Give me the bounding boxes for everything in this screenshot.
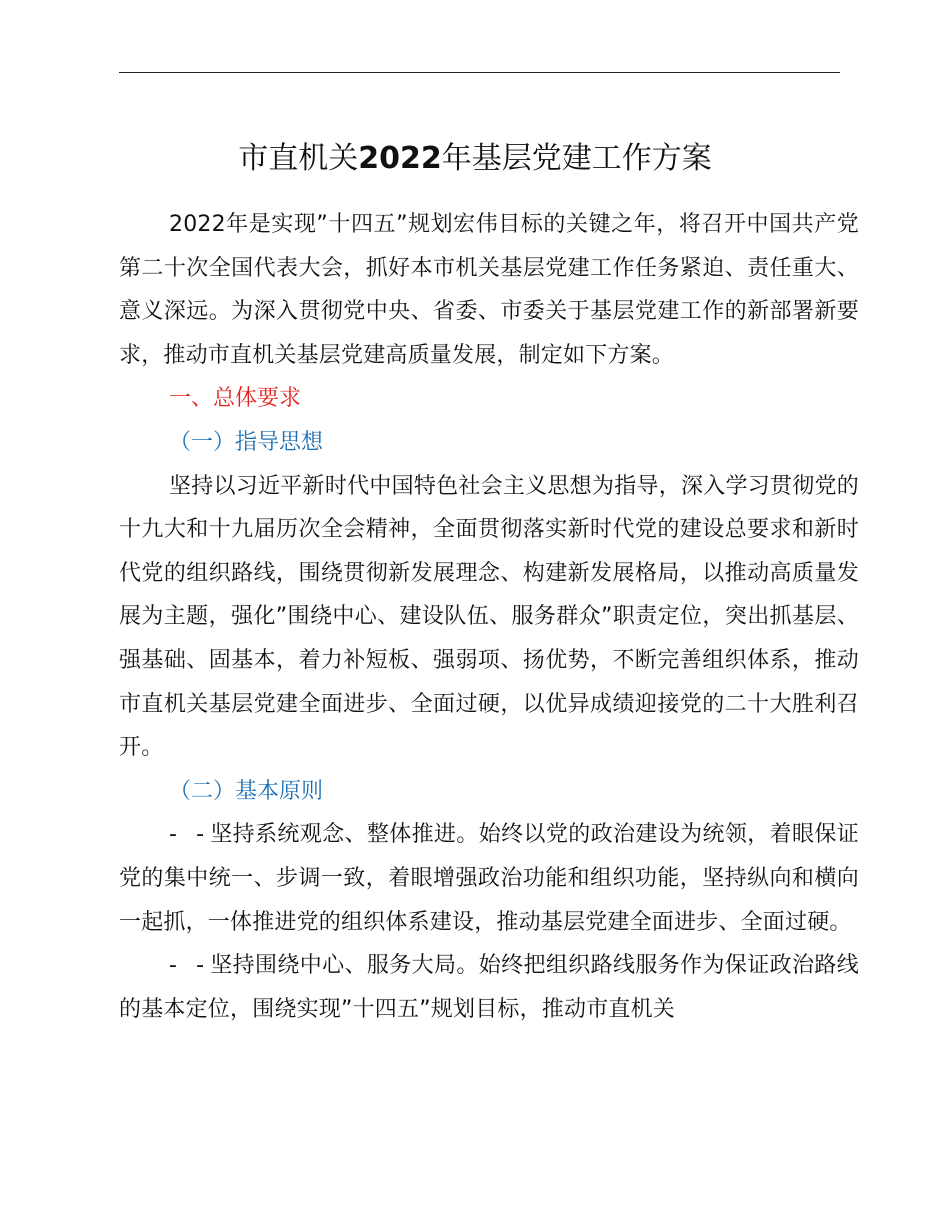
title-year: 2022	[358, 141, 442, 176]
document-body	[119, 203, 859, 1031]
principle-text: 坚持系统观念、整体推进。始终以党的政治建设为统领，着眼保证党的集中统一、步调一致，着眼增强政治功能和组织功能，坚持纵向和横向一起抓，一体推进党的组织体系建设，推动基层党建全面进步、全面过硬。	[119, 822, 860, 935]
section-heading-general-requirements: 一、总体要求	[169, 386, 302, 412]
header-rule	[119, 72, 840, 73]
title-prefix: 市直机关	[238, 141, 359, 176]
subsection-heading-guiding-ideology: （一）指导思想	[169, 429, 324, 455]
intro-paragraph: 2022年是实现”十四五”规划宏伟目标的关键之年，将召开中国共产党第二十次全国代表大会，抓好本市机关基层党建工作任务紧迫、责任重大、意义深远。为深入贯彻党中央、省委、市委关于基层党建工作的新部署新要求，推动市直机关基层党建高质量发展，制定如下方案。	[119, 212, 859, 368]
principle-item	[119, 813, 859, 944]
dash-marker: - -	[169, 822, 211, 848]
principle-item	[119, 944, 859, 1031]
title-suffix: 年基层党建工作方案	[441, 141, 712, 176]
guiding-ideology-paragraph: 坚持以习近平新时代中国特色社会主义思想为指导，深入学习贯彻党的十九大和十九届历次全会精神，全面贯彻落实新时代党的建设总要求和新时代党的组织路线，围绕贯彻新发展理念、构建新发展格局，以推动高质量发展为主题，强化”围绕中心、建设队伍、服务群众”职责定位，突出抓基层、强基础、固基本，着力补短板、强弱项、扬优势，不断完善组织体系，推动市直机关基层党建全面进步、全面过硬，以优异成绩迎接党的二十大胜利召开。	[119, 473, 859, 761]
subsection-heading-basic-principles: （二）基本原则	[169, 778, 324, 804]
document-title	[0, 134, 950, 184]
dash-marker: - -	[169, 953, 211, 979]
principle-text: 坚持围绕中心、服务大局。始终把组织路线服务作为保证政治路线的基本定位，围绕实现”十四五”规划目标，推动市直机关	[119, 953, 860, 1022]
